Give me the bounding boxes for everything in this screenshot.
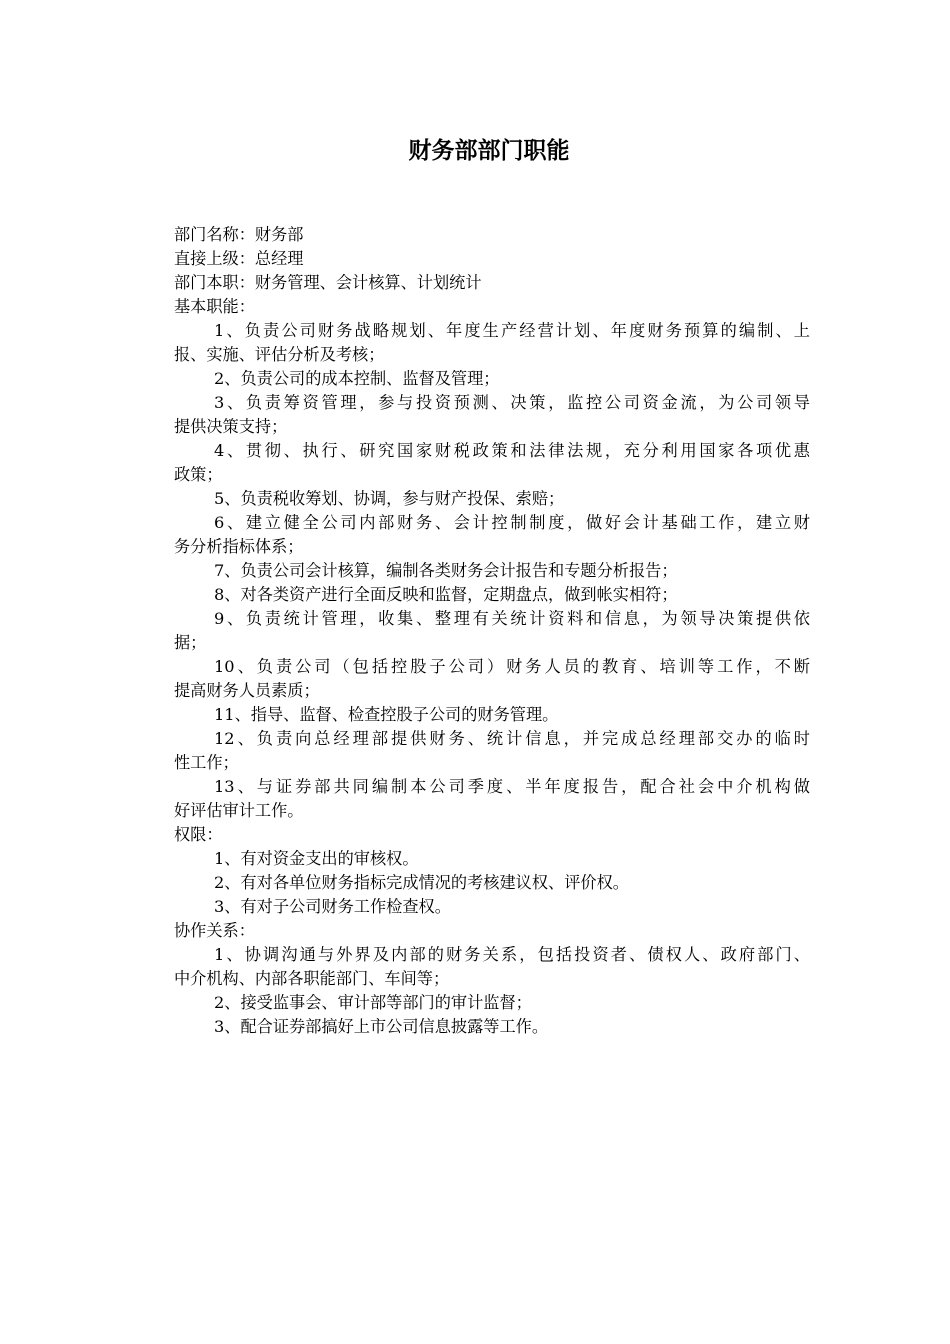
document-body: [174, 223, 810, 1039]
function-line: 据；: [174, 633, 207, 652]
function-line: 13、与证券部共同编制本公司季度、半年度报告，配合社会中介机构做: [214, 777, 810, 796]
function-line: 2、负责公司的成本控制、监督及管理；: [214, 369, 500, 388]
dept-name-line: 部门名称：财务部: [174, 225, 304, 244]
duty-line: 部门本职：财务管理、会计核算、计划统计: [174, 273, 482, 292]
cooperation-line: 1、协调沟通与外界及内部的财务关系，包括投资者、债权人、政府部门、: [214, 945, 810, 964]
function-line: 政策；: [174, 465, 223, 484]
function-line: 报、实施、评估分析及考核；: [174, 345, 385, 364]
function-line: 性工作；: [174, 753, 239, 772]
function-line: 11、指导、监督、检查控股子公司的财务管理。: [214, 705, 559, 724]
function-line: 6、建立健全公司内部财务、会计控制制度，做好会计基础工作，建立财: [214, 513, 810, 532]
function-line: 10、负责公司（包括控股子公司）财务人员的教育、培训等工作，不断: [214, 657, 810, 676]
function-line: 1、负责公司财务战略规划、年度生产经营计划、年度财务预算的编制、上: [214, 321, 810, 340]
authority-line: 2、有对各单位财务指标完成情况的考核建议权、评价权。: [214, 873, 629, 892]
authority-line: 1、有对资金支出的审核权。: [214, 849, 419, 868]
function-line: 9、负责统计管理，收集、整理有关统计资料和信息，为领导决策提供依: [214, 609, 810, 628]
cooperation-line: 中介机构、内部各职能部门、车间等；: [174, 969, 450, 988]
function-line: 提高财务人员素质；: [174, 681, 320, 700]
function-line: 7、负责公司会计核算，编制各类财务会计报告和专题分析报告；: [214, 561, 678, 580]
cooperation-line: 3、配合证券部搞好上市公司信息披露等工作。: [214, 1017, 549, 1036]
functions-heading: 基本职能：: [174, 297, 255, 316]
superior-line: 直接上级：总经理: [174, 249, 304, 268]
cooperation-line: 2、接受监事会、审计部等部门的审计监督；: [214, 993, 532, 1012]
function-line: 务分析指标体系；: [174, 537, 304, 556]
authority-line: 3、有对子公司财务工作检查权。: [214, 897, 451, 916]
function-line: 5、负责税收筹划、协调，参与财产投保、索赔；: [214, 489, 565, 508]
cooperation-heading: 协作关系：: [174, 921, 255, 940]
document-title: 财务部部门职能: [408, 138, 570, 164]
function-line: 4、贯彻、执行、研究国家财税政策和法律法规，充分利用国家各项优惠: [214, 441, 810, 460]
function-line: 8、对各类资产进行全面反映和监督，定期盘点，做到帐实相符；: [214, 585, 678, 604]
function-line: 好评估审计工作。: [174, 801, 304, 820]
function-line: 提供决策支持；: [174, 417, 288, 436]
function-line: 3、负责筹资管理，参与投资预测、决策，监控公司资金流，为公司领导: [214, 393, 810, 412]
authority-heading: 权限：: [174, 825, 223, 844]
function-line: 12、负责向总经理部提供财务、统计信息，并完成总经理部交办的临时: [214, 729, 810, 748]
